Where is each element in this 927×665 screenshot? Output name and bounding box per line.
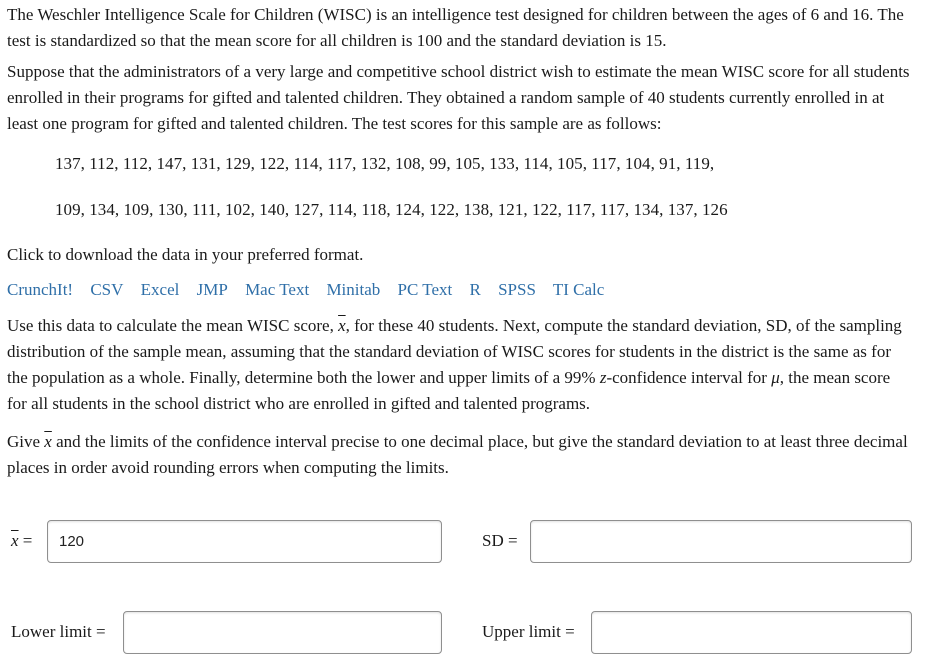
lower-limit-input[interactable] — [123, 611, 442, 654]
download-link-csv[interactable]: CSV — [90, 280, 124, 299]
download-link-excel[interactable]: Excel — [140, 280, 180, 299]
download-format-links — [7, 278, 617, 302]
mu-symbol: μ — [771, 368, 780, 387]
upper-limit-label: Upper limit = — [482, 622, 575, 641]
precision-instructions-paragraph: Give $\overline{x}$ and the limits of the confidence interval precise to one decimal place, but give the standard deviation to at least three decimal places in order avoid rounding errors when computing the limits. — [7, 432, 908, 477]
mean-input[interactable] — [47, 520, 442, 563]
download-link-r[interactable]: R — [469, 280, 481, 299]
download-link-crunchit[interactable]: CrunchIt! — [7, 280, 74, 299]
download-prompt: Click to download the data in your preferred format. — [7, 245, 364, 264]
xbar-symbol: $\overline{x}$ — [11, 531, 19, 550]
download-link-minitab[interactable]: Minitab — [326, 280, 381, 299]
upper-limit-input[interactable] — [591, 611, 912, 654]
data-line-2: 109, 134, 109, 130, 111, 102, 140, 127, 114, 118, 124, 122, 138, 121, 122, 117, 117, 134, 137, 126 — [55, 200, 728, 219]
lower-limit-label: Lower limit = — [11, 622, 106, 641]
download-link-jmp[interactable]: JMP — [196, 280, 228, 299]
mean-label: $\overline{x}$ = — [11, 531, 33, 550]
intro-paragraph: The Weschler Intelligence Scale for Children (WISC) is an intelligence test designed for children between the ages of 6 and 16. The test is standardized so that the mean score for all children is 100 and the standard deviation is 15. — [7, 5, 904, 50]
download-link-ti-calc[interactable]: TI Calc — [552, 280, 605, 299]
xbar-symbol: $\overline{x}$ — [338, 316, 346, 335]
sd-input[interactable] — [530, 520, 912, 563]
download-link-mac-text[interactable]: Mac Text — [245, 280, 310, 299]
xbar-symbol: $\overline{x}$ — [44, 432, 52, 451]
data-line-1: 137, 112, 112, 147, 131, 129, 122, 114, 117, 132, 108, 99, 105, 133, 114, 105, 117, 104, 91, 119, — [55, 154, 715, 173]
problem-setup-paragraph: Suppose that the administrators of a very large and competitive school district wish to estimate the mean WISC score for all students enrolled in their programs for gifted and talented children. They obtained a random sample of 40 students currently enrolled in at least one program for gifted and talented children. The test scores for this sample are as follows: — [7, 62, 910, 133]
sd-label: SD = — [482, 531, 518, 550]
z-symbol: z — [599, 368, 607, 387]
download-link-pc-text[interactable]: PC Text — [397, 280, 453, 299]
download-link-spss[interactable]: SPSS — [498, 280, 536, 299]
instructions-paragraph: Use this data to calculate the mean WISC score, $\overline{x}$, for these 40 students. Next, compute the standard deviation, SD, of the sampling distribution of the sample mean, assuming that the standard deviation of WISC scores for students in the district is the same as for the population as a whole. Finally, determine both the lower and upper limits of a 99% z-confidence interval for μ, the mean score for all students in the school district who are enrolled in gifted and talented programs. — [7, 316, 902, 413]
